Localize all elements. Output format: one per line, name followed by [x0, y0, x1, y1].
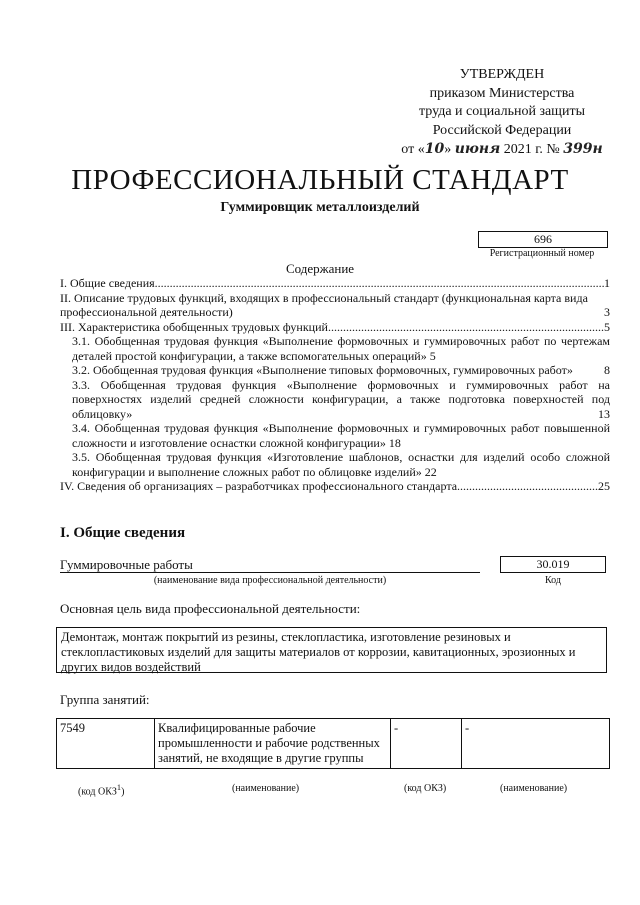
- table-of-contents: [60, 276, 610, 494]
- toc-item-page: 25: [598, 479, 610, 493]
- activity-name-field: Гуммировочные работы: [60, 557, 480, 573]
- registration-number-box: 696: [478, 231, 608, 248]
- date-prefix: от «: [401, 142, 425, 157]
- date-year: 2021 г. №: [500, 142, 564, 157]
- occupation-group-label: Группа занятий:: [60, 692, 150, 707]
- okz-code-caption-2: (код ОКЗ): [404, 783, 447, 794]
- document-title: ПРОФЕССИОНАЛЬНЫЙ СТАНДАРТ: [71, 164, 569, 196]
- activity-name-caption: (наименование вида профессиональной деятельности): [153, 575, 387, 586]
- approval-date-line: [392, 140, 612, 160]
- okz-code-cell-2: -: [391, 719, 462, 769]
- toc-item[interactable]: [60, 291, 610, 320]
- table-row: [57, 719, 610, 769]
- approval-block: [392, 66, 612, 160]
- okz-caption-end: ): [121, 786, 125, 798]
- date-mid: »: [444, 142, 455, 157]
- toc-item-text: 3.1. Обобщенная трудовая функция «Выполнение формовочных и гуммировочных работ по чертежам деталей простой конфигурации, а также вспомогательных операций»: [72, 334, 610, 363]
- goal-text-box: Демонтаж, монтаж покрытий из резины, стеклопластика, изготовление резиновых и стеклопластиковых изделий для защиты материалов от коррозии, кавитационных, эрозионных и других видов воздействий: [56, 627, 607, 673]
- handwritten-day: 10: [424, 141, 445, 157]
- approval-line-3: труда и социальной защиты: [419, 104, 585, 119]
- toc-item-text: 3.2. Обобщенная трудовая функция «Выполнение типовых формовочных, гуммировочных работ»: [72, 363, 573, 377]
- toc-item-page: 18: [388, 435, 401, 450]
- approval-line-2: приказом Министерства: [429, 85, 575, 101]
- goal-label: Основная цель вида профессиональной деятельности:: [60, 601, 361, 616]
- okz-code-caption: [78, 783, 124, 797]
- toc-item-page: 13: [598, 406, 610, 421]
- section-heading: I. Общие сведения: [60, 525, 186, 541]
- toc-item-text: I. Общие сведения: [60, 276, 155, 290]
- toc-item-page: 8: [604, 363, 610, 377]
- toc-item-page: 5: [604, 319, 610, 334]
- registration-number-label: Регистрационный номер: [489, 248, 595, 259]
- toc-item[interactable]: [60, 421, 610, 450]
- toc-heading: Содержание: [285, 261, 355, 276]
- toc-leader: [328, 320, 604, 335]
- approval-line-4: Российской Федерации: [432, 122, 572, 138]
- activity-code-caption: Код: [545, 575, 561, 586]
- toc-leader: [155, 276, 604, 291]
- toc-item[interactable]: [60, 320, 610, 335]
- toc-item[interactable]: [60, 334, 610, 363]
- toc-item[interactable]: [60, 276, 610, 291]
- okz-code-cell: 7549: [57, 719, 155, 769]
- occupation-name-cell: Квалифицированные рабочие промышленности и рабочие родственных занятий, не входящие в другие группы: [155, 719, 391, 769]
- toc-item-page: 3: [604, 305, 610, 319]
- occupation-name-cell-2: -: [462, 719, 610, 769]
- handwritten-month: июня: [454, 141, 501, 157]
- okz-caption-text: (код ОКЗ: [78, 786, 117, 798]
- activity-code-box: 30.019: [500, 556, 606, 573]
- toc-item-page: 5: [429, 348, 436, 363]
- name-caption: (наименование): [232, 783, 300, 794]
- name-caption-2: (наименование): [500, 783, 568, 794]
- toc-item-text: 3.3. Обобщенная трудовая функция «Выполнение формовочных и гуммировочных работ на поверхностях изделий средней сложности конфигурации, а также подготовка поверхностей под облицовку»: [72, 377, 610, 421]
- toc-leader: [457, 479, 598, 494]
- toc-item-text: 3.5. Обобщенная трудовая функция «Изготовление шаблонов, оснастки для изделий особо сложной конфигурации и выполнение сложных работ по облицовке изделий»: [72, 450, 610, 479]
- toc-item[interactable]: [60, 450, 610, 479]
- approval-line-1: УТВЕРЖДЕН: [459, 67, 545, 82]
- toc-item-text: II. Описание трудовых функций, входящих в профессиональный стандарт (функциональная карта вида профессиональной деятельности): [60, 290, 588, 319]
- toc-item-text: 3.4. Обобщенная трудовая функция «Выполнение формовочных и гуммировочных работ повышенной сложности и изготовление оснастки сложной конфигурации»: [72, 421, 610, 450]
- toc-item-page: 1: [604, 276, 610, 290]
- footnote-mark: 1: [116, 783, 122, 792]
- toc-item[interactable]: [60, 378, 610, 422]
- toc-item[interactable]: [60, 479, 610, 494]
- toc-item-page: 22: [424, 464, 437, 479]
- occupation-group-table: [56, 718, 610, 769]
- document-subtitle: Гуммировщик металлоизделий: [220, 200, 420, 215]
- handwritten-order-number: 399н: [563, 141, 603, 157]
- toc-item[interactable]: [60, 363, 610, 378]
- toc-item-text: IV. Сведения об организациях – разработчиках профессионального стандарта: [60, 479, 458, 493]
- toc-item-text: III. Характеристика обобщенных трудовых функций: [60, 319, 328, 334]
